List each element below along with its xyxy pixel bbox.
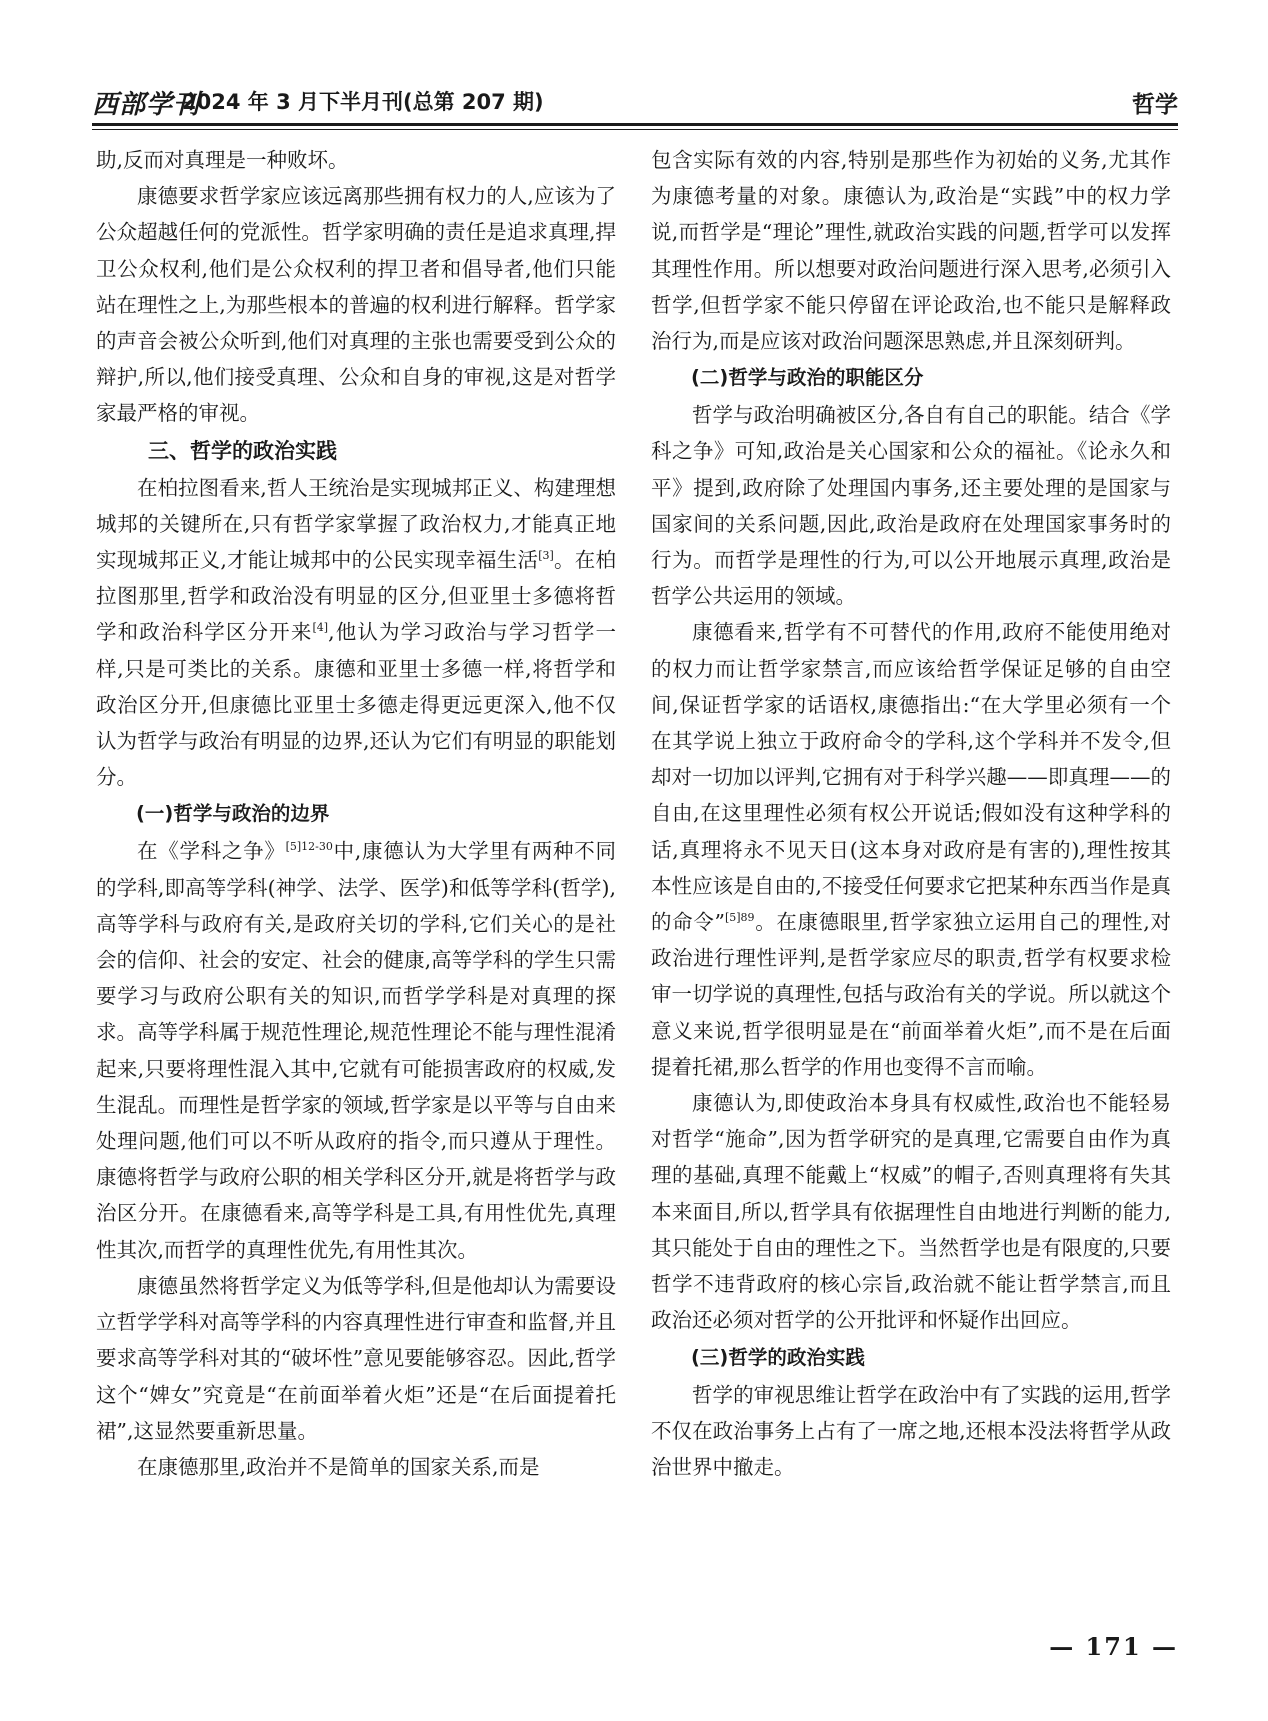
paragraph: 康德要求哲学家应该远离那些拥有权力的人,应该为了公众超越任何的党派性。哲学家明确的责任是追求真理,捍卫公众权利,他们是公众权利的捍卫者和倡导者,他们只能站在理性之上,为那些根本的普遍的权利进行解释。哲学家的声音会被公众听到,他们对真理的主张也需要受到公众的辩护,所以,他们接受真理、公众和自身的审视,这是对哲学家最严格的审视。 <box>96 184 616 426</box>
paragraph: 哲学的审视思维让哲学在政治中有了实践的运用,哲学不仅在政治事务上占有了一席之地,还根本没法将哲学从政治世界中撤走。 <box>651 1382 1171 1479</box>
paragraph: 在康德那里,政治并不是简单的国家关系,而是 <box>137 1454 540 1479</box>
paragraph <box>651 614 1171 1085</box>
paragraph: 哲学与政治明确被区分,各自有自己的职能。结合《学科之争》可知,政治是关心国家和公众的福祉。《论永久和平》提到,政府除了处理国内事务,还主要处理的是国家与国家间的关系问题,因此,政治是政府在处理国家事务时的行为。而哲学是理性的行为,可以公开地展示真理,政治是哲学公共运用的领域。 <box>651 403 1171 609</box>
text-run: ,他认为学习政治与学习哲学一样,只是可类比的关系。康德和亚里士多德一样,将哲学和政治区分开,但康德比亚里士多德走得更远更深入,他不仅认为哲学与政治有明显的边界,还认为它们有明显的职能划分。 <box>96 620 617 790</box>
citation: [3] <box>538 549 554 563</box>
paragraph: 康德认为,即使政治本身具有权威性,政治也不能轻易对哲学“施命”,因为哲学研究的是真理,它需要自由作为真理的基础,真理不能戴上“权威”的帽子,否则真理将有失其本来面目,所以,哲学具有依据理性自由地进行判断的能力,其只能处于自由的理性之下。当然哲学也是有限度的,只要哲学不违背政府的核心宗旨,政治就不能让哲学禁言,而且政治还必须对哲学的公开批评和怀疑作出回应。 <box>651 1091 1171 1333</box>
text-run: 在《学科之争》 <box>137 839 286 864</box>
paragraph: 包含实际有效的内容,特别是那些作为初始的义务,尤其作为康德考量的对象。康德认为,政治是“实践”中的权力学说,而哲学是“理论”理性,就政治实践的问题,哲学可以发挥其理性作用。所以想要对政治问题进行深入思考,必须引入哲学,但哲学家不能只停留在评论政治,也不能只是解释政治行为,而是应该对政治问题深思熟虑,并且深刻研判。 <box>651 148 1171 354</box>
text-run: 康德看来,哲学有不可替代的作用,政府不能使用绝对的权力而让哲学家禁言,而应该给哲学保证足够的自由空间,保证哲学家的话语权,康德指出:“在大学里必须有一个在其学说上独立于政府命令的学科,这个学科并不发令,但却对一切加以评判,它拥有对于科学兴趣——即真理——的自由,在这里理性必须有权公开说话;假如没有这种学科的话,真理将永不见天日(这本身对政府是有害的),理性按其本性应该是自由的,不接受任何要求它把某种东西当作是真的命令” <box>651 620 1171 935</box>
page-number: — 171 — <box>1049 1632 1178 1661</box>
paragraph <box>96 833 616 1267</box>
subsection-heading: (二)哲学与政治的职能区分 <box>691 366 924 390</box>
issue-info: 2024 年 3 月下半月刊(总第 207 期) <box>182 90 544 114</box>
text-run: 。在康德眼里,哲学家独立运用自己的理性,对政治进行理性评判,是哲学家应尽的职责,哲学有权要求检审一切学说的真理性,包括与政治有关的学说。所以就这个意义来说,哲学很明显是在“前面举着火炬”,而不是在后面提着托裙,那么哲学的作用也变得不言而喻。 <box>651 910 1171 1079</box>
left-column <box>96 142 616 1485</box>
text-run: 在柏拉图看来,哲人王统治是实现城邦正义、构建理想城邦的关键所在,只有哲学家掌握了政治权力,才能真正地实现城邦正义,才能让城邦中的公民实现幸福生活 <box>96 475 616 573</box>
subsection-heading: (一)哲学与政治的边界 <box>136 802 330 826</box>
section-heading: 三、哲学的政治实践 <box>148 438 337 463</box>
citation: [5]89 <box>724 911 755 925</box>
paragraph: 助,反而对真理是一种败坏。 <box>96 148 349 172</box>
right-column <box>651 142 1171 1485</box>
header-rule-thin <box>92 129 1178 130</box>
text-run: 中,康德认为大学里有两种不同的学科,即高等学科(神学、法学、医学)和低等学科(哲学),高等学科与政府有关,是政府关切的学科,它们关心的是社会的信仰、社会的安定、社会的健康,高等学科的学生只需要学习与政府公职有关的知识,而哲学学科是对真理的探求。高等学科属于规范性理论,规范性理论不能与理性混淆起来,只要将理性混入其中,它就有可能损害政府的权威,发生混乱。而理性是哲学家的领域,哲学家是以平等与自由来处理问题,他们可以不听从政府的指令,而只遵从于理性。康德将哲学与政府公职的相关学科区分开,就是将哲学与政治区分开。在康德看来,高等学科是工具,有用性优先,真理性其次,而哲学的真理性优先,有用性其次。 <box>96 839 616 1262</box>
journal-logo: 西部学刊 <box>92 90 201 120</box>
citation: [5]12-30 <box>285 840 333 854</box>
text-run: 。在柏拉图那里,哲学和政治没有明显的区分,但亚里士多德将哲学和政治科学区分开来 <box>96 548 617 645</box>
subsection-heading: (三)哲学的政治实践 <box>691 1345 865 1369</box>
paragraph <box>96 470 616 796</box>
running-header <box>92 84 1178 124</box>
header-rule-thick <box>92 123 1178 126</box>
paragraph: 康德虽然将哲学定义为低等学科,但是他却认为需要设立哲学学科对高等学科的内容真理性进行审查和监督,并且要求高等学科对其的“破坏性”意见要能够容忍。因此,哲学这个“婢女”究竟是“在前面举着火炬”还是“在后面提着托裙”,这显然要重新思量。 <box>96 1273 616 1443</box>
section-label: 哲学 <box>1132 92 1178 118</box>
citation: [4] <box>312 621 329 635</box>
